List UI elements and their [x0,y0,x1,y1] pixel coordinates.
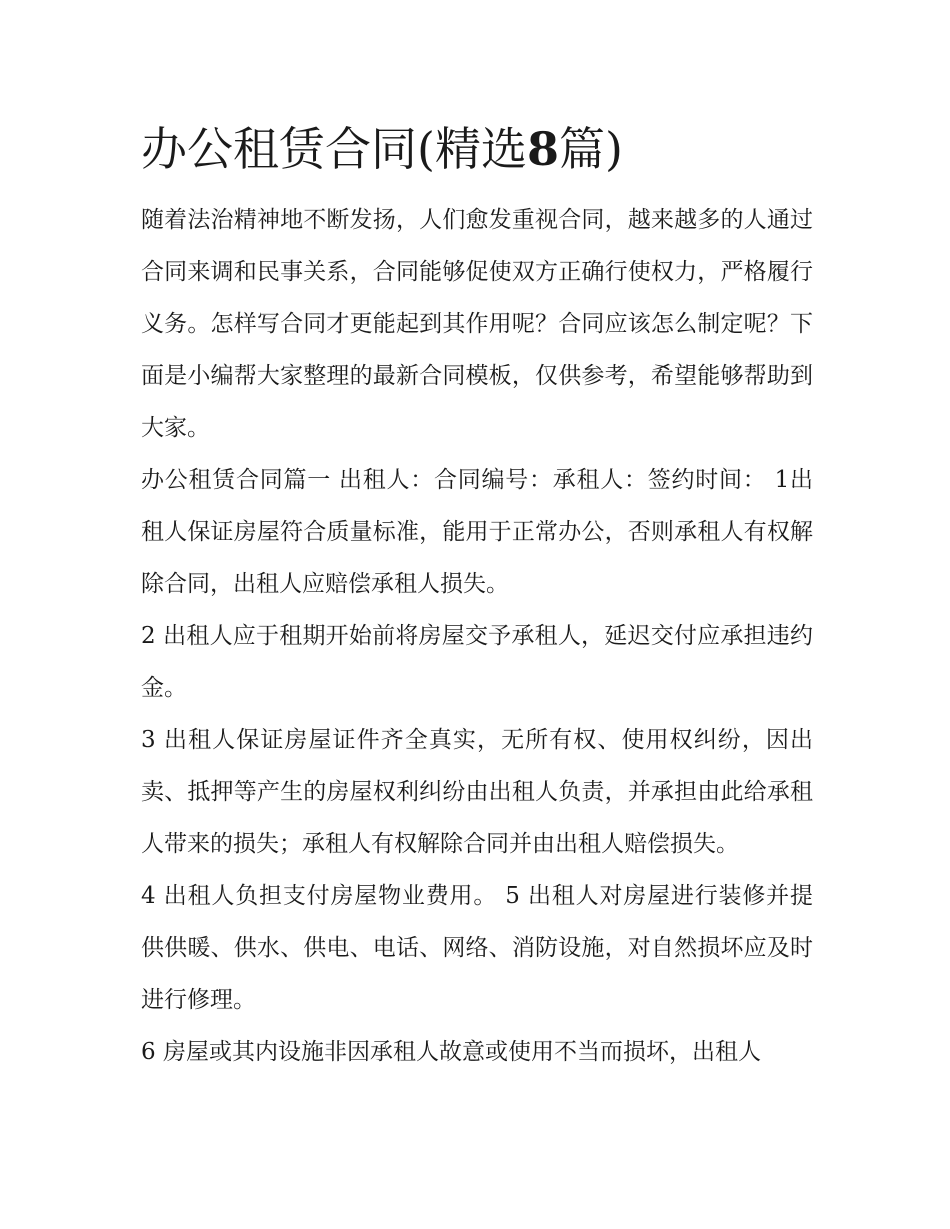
document-title [141,118,813,180]
paragraph-article-3: 3 出租人保证房屋证件齐全真实，无所有权、使用权纠纷，因出卖、抵押等产生的房屋权利纠纷由出租人负责，并承担由此给承租人带来的损失；承租人有权解除合同并由出租人赔偿损失。 [141,727,813,857]
title-prefix: 办公租赁合同(精选 [141,122,527,176]
paragraph-article-1: 办公租赁合同篇一 出租人：合同编号：承租人：签约时间： 1出租人保证房屋符合质量标准，能用于正常办公，否则承租人有权解除合同，出租人应赔偿承租人损失。 [141,467,813,597]
paragraph-article-2: 2 出租人应于租期开始前将房屋交予承租人，延迟交付应承担违约金。 [141,623,813,701]
paragraph-intro: 随着法治精神地不断发扬，人们愈发重视合同，越来越多的人通过合同来调和民事关系，合同能够促使双方正确行使权力，严格履行义务。怎样写合同才更能起到其作用呢？合同应该怎么制定呢？下面是小编帮大家整理的最新合同模板，仅供参考，希望能够帮助到大家。 [141,207,813,441]
title-suffix: 篇) [558,122,623,176]
document-page [141,118,813,1078]
paragraph-article-4-5: 4 出租人负担支付房屋物业费用。 5 出租人对房屋进行装修并提供供暖、供水、供电、电话、网络、消防设施，对自然损坏应及时进行修理。 [141,883,813,1013]
paragraph-article-6: 6 房屋或其内设施非因承租人故意或使用不当而损坏，出租人 [141,1039,761,1065]
title-number: 8 [526,122,559,176]
